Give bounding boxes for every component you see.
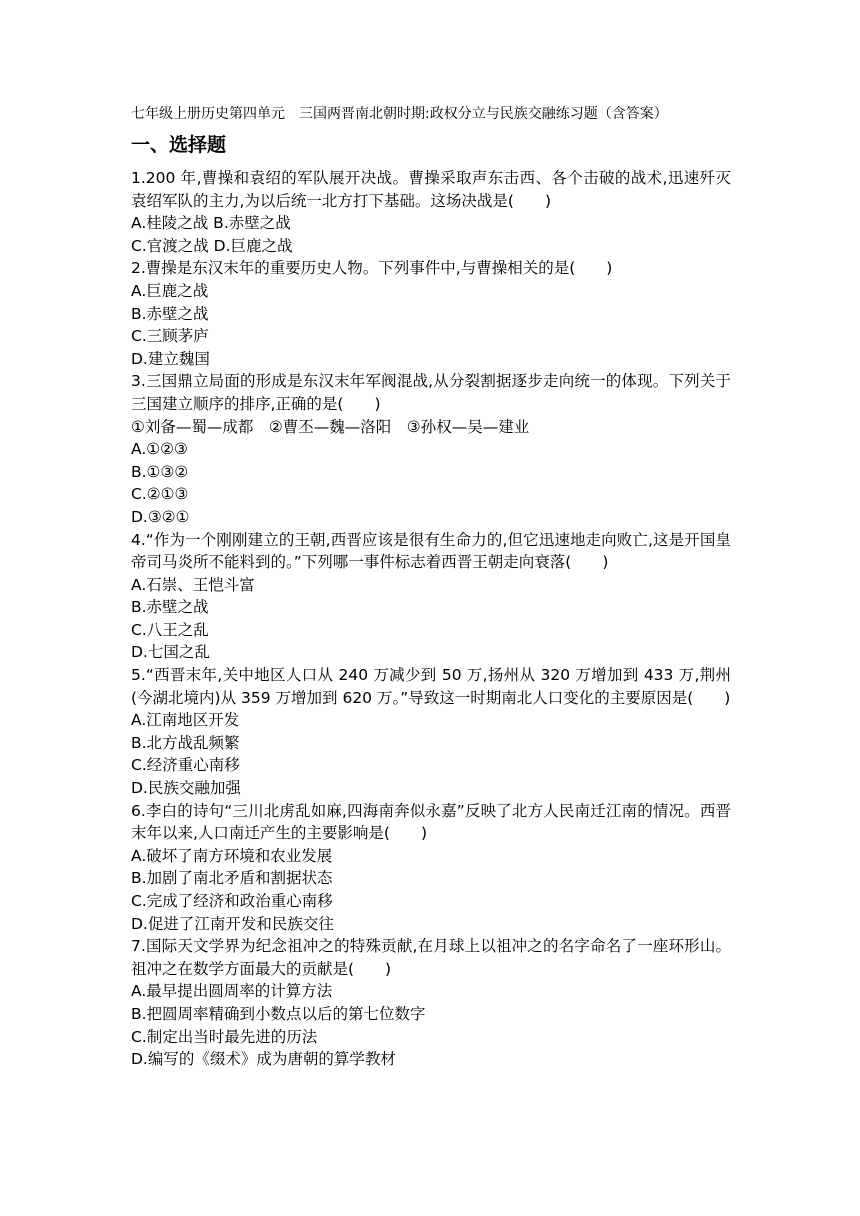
question-5 [131,664,731,800]
answer-option: C.官渡之战 D.巨鹿之战 [131,236,293,255]
answer-option: D.民族交融加强 [131,779,241,798]
question-stem: 6.李白的诗句“三川北虏乱如麻,四海南奔似永嘉”反映了北方人民南迁江南的情况。西晋末年以来,人口南迁产生的主要影响是( ) [131,801,731,843]
question-list [131,167,731,1071]
answer-option: C.八王之乱 [131,620,209,639]
answer-option: D.建立魏国 [131,349,210,368]
answer-option: B.赤壁之战 [131,598,209,617]
answer-option: D.③②① [131,507,190,526]
question-3 [131,370,731,528]
question-stem: 7.国际天文学界为纪念祖冲之的特殊贡献,在月球上以祖冲之的名字命名了一座环形山。祖冲之在数学方面最大的贡献是( ) [131,937,731,978]
answer-option: B.①③② [131,462,189,481]
answer-option: D.七国之乱 [131,643,210,662]
answer-option: A.①②③ [131,440,188,459]
answer-option: B.赤壁之战 [131,304,209,323]
question-stem: 4.“作为一个刚刚建立的王朝,西晋应该是很有生命力的,但它迅速地走向败亡,这是开国皇帝司马炎所不能料到的。”下列哪一事件标志着西晋王朝走向衰落( ) [131,530,731,572]
question-material: ①刘备—蜀—成都 ②曹丕—魏—洛阳 ③孙权—吴—建业 [131,417,530,436]
answer-option: B.北方战乱频繁 [131,733,240,752]
answer-option: C.完成了经济和政治重心南移 [131,892,333,910]
answer-option: C.三顾茅庐 [131,327,209,346]
question-4 [131,529,731,665]
document-title: 七年级上册历史第四单元 三国两晋南北朝时期:政权分立与民族交融练习题（含答案） [131,106,668,122]
question-6 [131,800,731,936]
question-stem: 3.三国鼎立局面的形成是东汉末年军阀混战,从分裂割据逐步走向统一的体现。下列关于三国建立顺序的排序,正确的是( ) [131,372,731,413]
question-stem: 1.200 年,曹操和袁绍的军队展开决战。曹操采取声东击西、各个击破的战术,迅速歼灭袁绍军队的主力,为以后统一北方打下基础。这场决战是( ) [131,169,731,210]
document-body [131,103,731,1071]
answer-option: A.最早提出圆周率的计算方法 [131,982,333,1001]
answer-option: D.编写的《缀术》成为唐朝的算学教材 [131,1050,396,1069]
answer-option: C.②①③ [131,485,189,504]
question-stem: 5.“西晋末年,关中地区人口从 240 万减少到 50 万,扬州从 320 万增加到 433 万,荆州(今湖北境内)从 359 万增加到 620 万。”导致这一时期南北人口变化的主要原因是( ) [131,666,731,707]
answer-option: C.制定出当时最先进的历法 [131,1027,318,1046]
answer-option: A.破坏了南方环境和农业发展 [131,846,333,865]
answer-option: B.加剧了南北矛盾和割据状态 [131,869,333,888]
question-2 [131,257,731,370]
question-stem: 2.曹操是东汉末年的重要历史人物。下列事件中,与曹操相关的是( ) [131,259,613,278]
answer-option: A.江南地区开发 [131,711,240,730]
answer-option: D.促进了江南开发和民族交往 [131,914,334,933]
answer-option: C.经济重心南移 [131,756,240,775]
question-7 [131,935,731,1071]
answer-option: A.桂陵之战 B.赤壁之战 [131,214,291,233]
section-heading: 一、选择题 [131,134,227,156]
question-1 [131,167,731,257]
answer-option: A.巨鹿之战 [131,281,209,300]
answer-option: A.石崇、王恺斗富 [131,575,255,594]
answer-option: B.把圆周率精确到小数点以后的第七位数字 [131,1004,426,1023]
